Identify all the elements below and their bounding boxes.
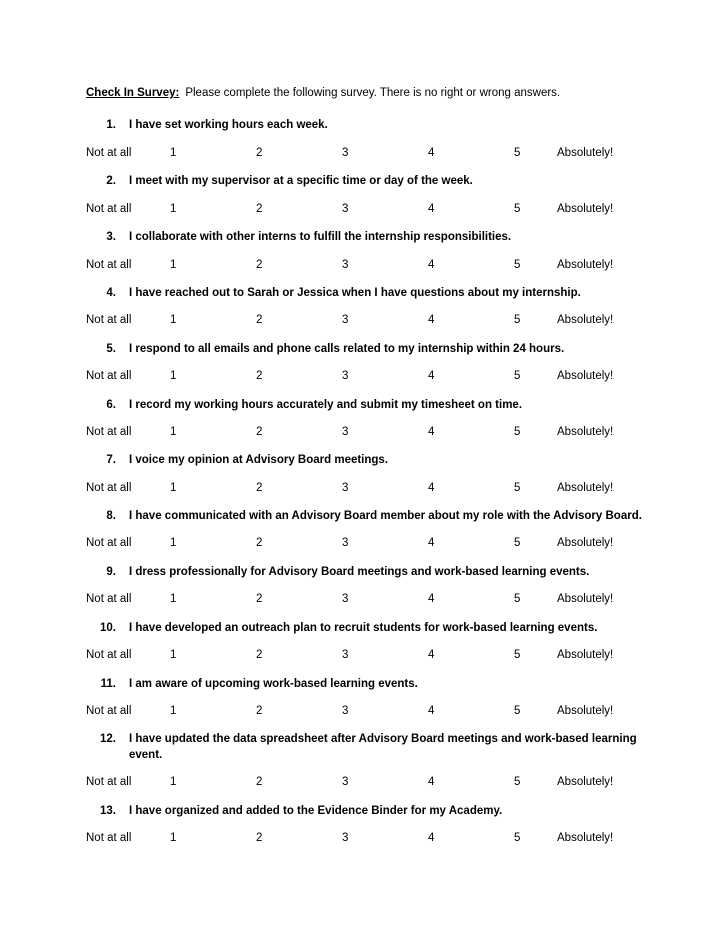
scale-high-label: Absolutely!: [557, 203, 614, 215]
rating-scale: [0, 830, 728, 846]
scale-value-3: 3: [342, 482, 349, 494]
scale-high-label: Absolutely!: [557, 426, 614, 438]
scale-value-4: 4: [428, 537, 435, 549]
scale-value-5: 5: [514, 203, 521, 215]
scale-low-label: Not at all: [86, 370, 132, 382]
scale-value-4: 4: [428, 203, 435, 215]
scale-value-5: 5: [514, 426, 521, 438]
scale-value-3: 3: [342, 705, 349, 717]
scale-value-5: 5: [514, 370, 521, 382]
rating-scale: [0, 257, 728, 273]
scale-value-3: 3: [342, 147, 349, 159]
scale-low-label: Not at all: [86, 147, 132, 159]
scale-high-label: Absolutely!: [557, 537, 614, 549]
scale-value-1: 1: [170, 537, 177, 549]
question-text: I have updated the data spreadsheet after Advisory Board meetings and work-based learning event.: [129, 733, 637, 761]
scale-value-2: 2: [256, 147, 263, 159]
scale-value-4: 4: [428, 259, 435, 271]
scale-value-3: 3: [342, 832, 349, 844]
question-number: 9.: [106, 566, 116, 578]
scale-value-3: 3: [342, 203, 349, 215]
question-number: 4.: [106, 287, 116, 299]
scale-high-label: Absolutely!: [557, 776, 614, 788]
rating-scale: [0, 647, 728, 663]
scale-value-3: 3: [342, 593, 349, 605]
scale-value-5: 5: [514, 705, 521, 717]
question-number: 2.: [106, 175, 116, 187]
scale-value-4: 4: [428, 593, 435, 605]
scale-value-5: 5: [514, 259, 521, 271]
scale-value-4: 4: [428, 147, 435, 159]
scale-value-1: 1: [170, 776, 177, 788]
scale-value-3: 3: [342, 776, 349, 788]
question-text: I have reached out to Sarah or Jessica when I have questions about my internship.: [129, 287, 581, 299]
scale-value-2: 2: [256, 593, 263, 605]
scale-value-3: 3: [342, 649, 349, 661]
scale-value-2: 2: [256, 649, 263, 661]
rating-scale: [0, 591, 728, 607]
scale-value-1: 1: [170, 259, 177, 271]
rating-scale: [0, 703, 728, 719]
question-number: 5.: [106, 343, 116, 355]
scale-high-label: Absolutely!: [557, 482, 614, 494]
scale-value-4: 4: [428, 649, 435, 661]
question-number: 13.: [100, 805, 116, 817]
scale-value-5: 5: [514, 147, 521, 159]
scale-value-2: 2: [256, 705, 263, 717]
scale-high-label: Absolutely!: [557, 259, 614, 271]
scale-value-3: 3: [342, 370, 349, 382]
question-number: 11.: [100, 678, 116, 690]
scale-value-1: 1: [170, 370, 177, 382]
scale-low-label: Not at all: [86, 705, 132, 717]
question-text: I am aware of upcoming work-based learning events.: [129, 678, 418, 690]
scale-value-2: 2: [256, 537, 263, 549]
scale-high-label: Absolutely!: [557, 593, 614, 605]
scale-value-5: 5: [514, 482, 521, 494]
question-number: 6.: [106, 399, 116, 411]
scale-high-label: Absolutely!: [557, 370, 614, 382]
rating-scale: [0, 145, 728, 161]
question-number: 1.: [106, 119, 116, 131]
scale-high-label: Absolutely!: [557, 147, 614, 159]
scale-value-1: 1: [170, 426, 177, 438]
question-text: I have communicated with an Advisory Board member about my role with the Advisory Board.: [129, 510, 642, 522]
scale-high-label: Absolutely!: [557, 705, 614, 717]
survey-title: Check In Survey:: [86, 87, 180, 99]
scale-high-label: Absolutely!: [557, 314, 614, 326]
question-text: I have set working hours each week.: [129, 119, 328, 131]
rating-scale: [0, 424, 728, 440]
scale-value-4: 4: [428, 482, 435, 494]
scale-value-1: 1: [170, 482, 177, 494]
scale-low-label: Not at all: [86, 593, 132, 605]
scale-value-4: 4: [428, 705, 435, 717]
scale-low-label: Not at all: [86, 314, 132, 326]
scale-value-5: 5: [514, 832, 521, 844]
question-number: 8.: [106, 510, 116, 522]
scale-value-4: 4: [428, 776, 435, 788]
scale-low-label: Not at all: [86, 776, 132, 788]
question-text: I respond to all emails and phone calls related to my internship within 24 hours.: [129, 343, 565, 355]
scale-high-label: Absolutely!: [557, 832, 614, 844]
scale-value-3: 3: [342, 314, 349, 326]
question-text: I voice my opinion at Advisory Board meetings.: [129, 454, 389, 466]
rating-scale: [0, 480, 728, 496]
scale-value-3: 3: [342, 259, 349, 271]
question-text: I have organized and added to the Evidence Binder for my Academy.: [129, 805, 503, 817]
rating-scale: [0, 774, 728, 790]
scale-value-2: 2: [256, 259, 263, 271]
scale-low-label: Not at all: [86, 203, 132, 215]
scale-value-1: 1: [170, 832, 177, 844]
scale-value-5: 5: [514, 593, 521, 605]
scale-value-2: 2: [256, 832, 263, 844]
question-text: I have developed an outreach plan to recruit students for work-based learning events.: [129, 622, 598, 634]
scale-value-1: 1: [170, 147, 177, 159]
survey-instructions: Please complete the following survey. There is no right or wrong answers.: [185, 87, 561, 99]
question-text: I meet with my supervisor at a specific time or day of the week.: [129, 175, 473, 187]
question-text: I dress professionally for Advisory Board meetings and work-based learning events.: [129, 566, 590, 578]
scale-value-5: 5: [514, 776, 521, 788]
scale-high-label: Absolutely!: [557, 649, 614, 661]
scale-value-2: 2: [256, 370, 263, 382]
survey-header: [86, 87, 560, 99]
rating-scale: [0, 201, 728, 217]
rating-scale: [0, 368, 728, 384]
scale-value-1: 1: [170, 593, 177, 605]
scale-value-1: 1: [170, 203, 177, 215]
scale-value-5: 5: [514, 537, 521, 549]
question-number: 10.: [100, 622, 116, 634]
question-number: 12.: [100, 733, 116, 745]
scale-value-2: 2: [256, 776, 263, 788]
scale-low-label: Not at all: [86, 259, 132, 271]
scale-value-2: 2: [256, 203, 263, 215]
rating-scale: [0, 535, 728, 551]
scale-low-label: Not at all: [86, 649, 132, 661]
scale-value-1: 1: [170, 314, 177, 326]
scale-value-4: 4: [428, 370, 435, 382]
scale-low-label: Not at all: [86, 426, 132, 438]
scale-low-label: Not at all: [86, 482, 132, 494]
scale-value-5: 5: [514, 649, 521, 661]
scale-value-5: 5: [514, 314, 521, 326]
scale-value-1: 1: [170, 705, 177, 717]
question-text: I collaborate with other interns to fulfill the internship responsibilities.: [129, 231, 512, 243]
question-number: 7.: [106, 454, 116, 466]
scale-low-label: Not at all: [86, 537, 132, 549]
scale-value-3: 3: [342, 426, 349, 438]
scale-value-2: 2: [256, 426, 263, 438]
scale-value-4: 4: [428, 832, 435, 844]
scale-value-1: 1: [170, 649, 177, 661]
rating-scale: [0, 312, 728, 328]
scale-low-label: Not at all: [86, 832, 132, 844]
question-number: 3.: [106, 231, 116, 243]
question-text: I record my working hours accurately and submit my timesheet on time.: [129, 399, 523, 411]
scale-value-2: 2: [256, 482, 263, 494]
scale-value-3: 3: [342, 537, 349, 549]
scale-value-4: 4: [428, 314, 435, 326]
scale-value-4: 4: [428, 426, 435, 438]
scale-value-2: 2: [256, 314, 263, 326]
